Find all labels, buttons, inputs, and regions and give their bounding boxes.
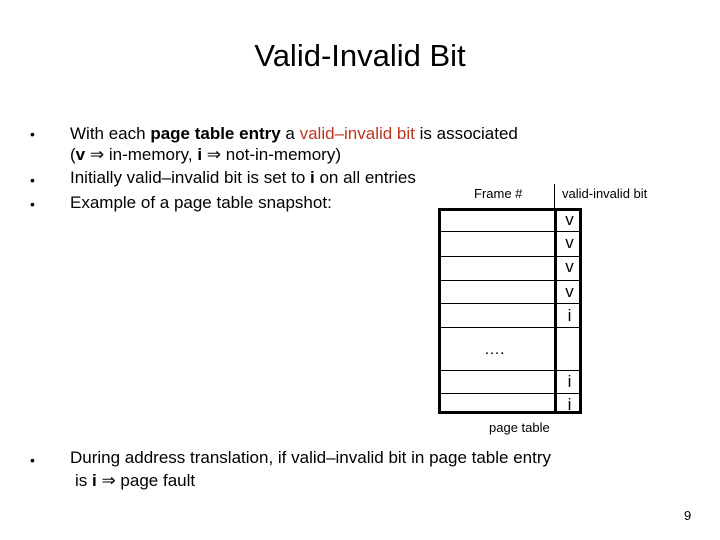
valid-invalid-header: valid-invalid bit [562,186,648,201]
bullet-1-v-symbol: v [75,145,86,164]
slide-title: Valid-Invalid Bit [254,38,466,73]
bullet-1-open-paren: ( [70,145,76,164]
bullet-marker: • [30,196,35,212]
bullet-marker: • [30,452,35,468]
page-table-bit: i [567,372,572,391]
frame-number-header: Frame # [474,186,523,201]
bullet-2-prefix: Initially valid–invalid bit is set to [70,168,311,187]
bullet-1-line-1 [70,123,518,144]
header-divider [554,184,555,208]
row-divider [438,303,582,304]
bullet-4-prefix: is [75,471,92,490]
bullet-4-line-2 [75,470,195,491]
page-table-bit: i [567,395,572,414]
page-table-bit: v [565,210,574,229]
bullet-4-bold: i [92,471,97,490]
page-table-bit: v [565,282,574,301]
bullet-1-highlight: valid–invalid bit [299,124,415,143]
bullet-2-bold: i [310,168,315,187]
bullet-4-line-1: During address translation, if valid–invalid bit in page table entry [70,448,551,467]
bullet-marker: • [30,172,35,188]
bullet-1-line-2 [70,144,341,165]
page-number: 9 [684,508,692,523]
bullet-1-suffix: is associated [414,124,518,143]
bullet-1-mid: a [280,124,300,143]
bullet-2-text [70,167,416,188]
row-divider [438,327,582,328]
bullet-2-suffix: on all entries [314,168,416,187]
bullet-1-prefix: With each [70,124,151,143]
page-table-bit: v [565,233,574,252]
page-table-bit: i [567,306,572,325]
page-table-bit: v [565,257,574,276]
page-table-caption: page table [489,420,550,435]
bullet-1-in-memory: ⇒ in-memory, [85,145,198,164]
bullet-marker: • [30,126,35,142]
bullet-1-not-in-memory: ⇒ not-in-memory) [202,145,341,164]
bullet-4-suffix: ⇒ page fault [96,471,196,490]
page-table-ellipsis: …. [484,341,505,358]
bullet-1-bold-term: page table entry [150,124,281,143]
bullet-3-text: Example of a page table snapshot: [70,193,332,212]
bullet-1-i-symbol: i [197,145,203,164]
